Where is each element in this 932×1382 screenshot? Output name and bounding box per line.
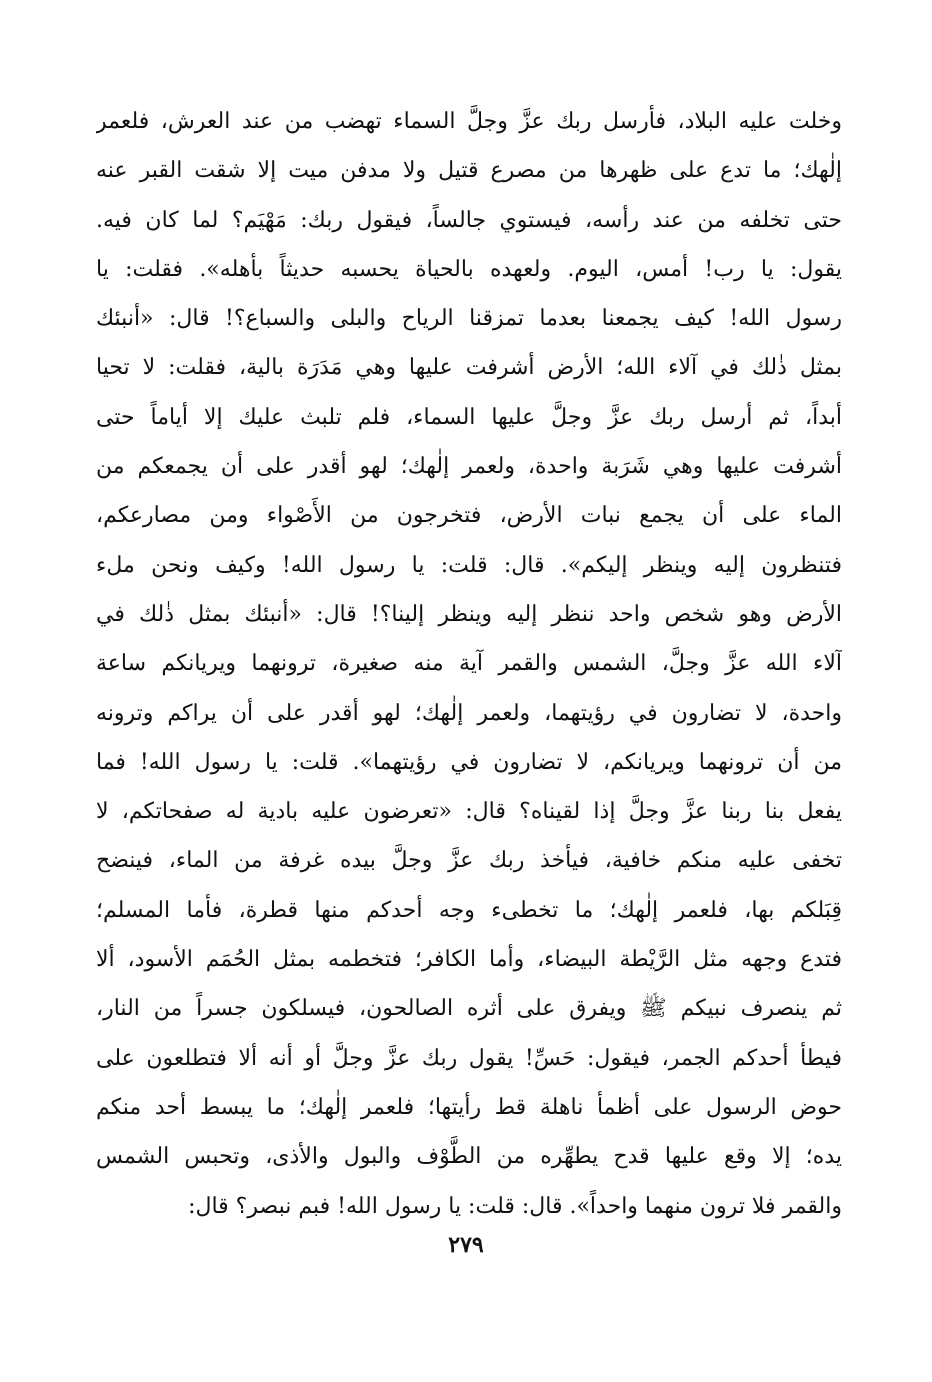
text-line: من أن ترونهما ويريانكم، لا تضارون في رؤيتهما». قلت: يا رسول الله! فما xyxy=(96,749,842,775)
text-line: تخفى عليه منكم خافية، فيأخذ ربك عزَّ وجلَّ بيده غرفة من الماء، فينضح xyxy=(96,848,842,874)
text-line: يفعل بنا ربنا عزَّ وجلَّ إذا لقيناه؟ قال: «تعرضون عليه بادية له صفحاتكم، لا xyxy=(96,799,842,825)
text-line: حتى تخلفه من عند رأسه، فيستوي جالساً، فيقول ربك: مَهْيَم؟ لما كان فيه. xyxy=(96,207,842,233)
text-line: فتنظرون إليه وينظر إليكم». قال: قلت: يا رسول الله! وكيف ونحن ملء xyxy=(96,552,842,578)
text-line: وخلت عليه البلاد، فأرسل ربك عزَّ وجلَّ السماء تهضب من عند العرش، فلعمر xyxy=(96,109,842,134)
text-line: فتدع وجهه مثل الرَّيْطة البيضاء، وأما الكافر؛ فتخطمه بمثل الحُمَم الأسود، ألا xyxy=(96,947,842,973)
text-line: بمثل ذٰلك في آلاء الله؛ الأرض أشرفت عليها وهي مَدَرَة بالية، فقلت: لا تحيا xyxy=(96,355,842,381)
text-line: أبداً، ثم أرسل ربك عزَّ وجلَّ عليها السماء، فلم تلبث عليك إلا أياماً حتى xyxy=(96,404,842,430)
text-line: الماء على أن يجمع نبات الأرض، فتخرجون من الأَصْواء ومن مصارعكم، xyxy=(96,503,842,529)
text-line: إلٰهك؛ ما تدع على ظهرها من مصرع قتيل ولا مدفن ميت إلا شقت القبر عنه xyxy=(96,158,842,184)
text-line: فيطأ أحدكم الجمر، فيقول: حَسِّ! يقول ربك عزَّ وجلَّ أو أنه ألا فتطلعون على xyxy=(96,1045,842,1071)
body-text xyxy=(96,97,842,1231)
text-line: أشرفت عليها وهي شَرَبة واحدة، ولعمر إلٰهك؛ لهو أقدر على أن يجمعكم من xyxy=(96,454,842,480)
text-line: والقمر فلا ترون منهما واحداً». قال: قلت: يا رسول الله! فبم نبصر؟ قال: xyxy=(188,1193,842,1219)
text-line: الأرض وهو شخص واحد ننظر إليه وينظر إلينا؟! قال: «أنبئك بمثل ذٰلك في xyxy=(96,601,842,627)
text-line: حوض الرسول على أظمأ ناهلة قط رأيتها؛ فلعمر إلٰهك؛ ما يبسط أحد منكم xyxy=(96,1094,842,1120)
text-line: قِبَلكم بها، فلعمر إلٰهك؛ ما تخطىء وجه أحدكم منها قطرة، فأما المسلم؛ xyxy=(96,897,842,923)
page-number: ٢٧٩ xyxy=(448,1232,484,1258)
text-line: يده؛ إلا وقع عليها قدح يطهِّره من الطَّوْف والبول والأذى، وتحبس الشمس xyxy=(96,1144,842,1170)
text-line: رسول الله! كيف يجمعنا بعدما تمزقنا الرياح والبلى والسباع؟! قال: «أنبئك xyxy=(96,306,842,332)
text-line: آلاء الله عزَّ وجلَّ، الشمس والقمر آية منه صغيرة، ترونهما ويريانكم ساعة xyxy=(96,651,842,677)
text-line: ثم ينصرف نبيكم ﷺ ويفرق على أثره الصالحون، فيسلكون جسراً من النار، xyxy=(96,996,842,1022)
text-line: يقول: يا رب! أمس، اليوم. ولعهده بالحياة يحسبه حديثاً بأهله». فقلت: يا xyxy=(96,256,842,282)
text-line: واحدة، لا تضارون في رؤيتهما، ولعمر إلٰهك؛ لهو أقدر على أن يراكم وترونه xyxy=(96,700,842,726)
